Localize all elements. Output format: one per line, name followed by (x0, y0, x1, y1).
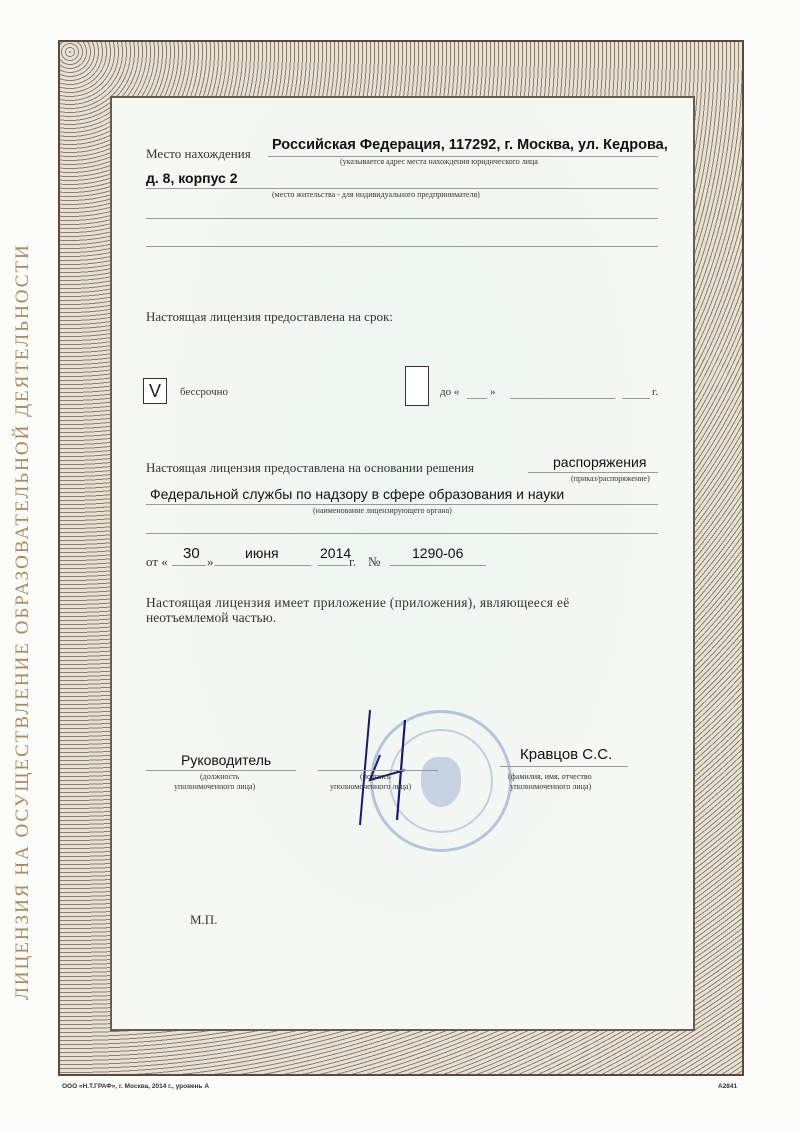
until-day-line (467, 398, 487, 399)
date-quote-close: » (207, 554, 214, 569)
date-day: 30 (183, 545, 200, 562)
location-caption-1: (указывается адрес места нахождения юридического лица (340, 157, 538, 166)
blank-line-2 (146, 246, 658, 247)
until-prefix: до « (440, 386, 460, 398)
position-caption-2: уполномоченного лица) (174, 782, 256, 791)
name-underline (500, 766, 628, 767)
authority-name: Федеральной службы по надзору в сфере образования и науки (150, 486, 565, 502)
appendix-line-1: Настоящая лицензия имеет приложение (приложения), являющееся её (146, 595, 570, 610)
location-underline-2 (146, 188, 658, 189)
name-caption-1: (фамилия, имя, отчество (508, 772, 592, 781)
date-prefix: от « (146, 554, 168, 569)
date-year-line (318, 565, 348, 566)
position-underline (146, 770, 296, 771)
location-caption-2: (место жительства - для индивидуального предпринимателя) (272, 190, 480, 199)
name-caption-2: уполномоченного лица) (510, 782, 592, 791)
date-year-suffix: г. (349, 554, 357, 569)
perpetual-checkbox: V (143, 378, 167, 404)
decision-type: распоряжения (553, 454, 647, 470)
term-label: Настоящая лицензия предоставлена на срок: (146, 309, 393, 324)
location-value-line2: д. 8, корпус 2 (146, 170, 238, 186)
blank-line-3 (146, 533, 658, 534)
form-series-number: А2841 (718, 1083, 738, 1090)
seal-place-label: М.П. (190, 912, 218, 927)
until-suffix: г. (652, 386, 659, 398)
handwritten-signature-icon (345, 700, 435, 830)
license-number: 1290-06 (412, 545, 464, 561)
until-month-line (510, 398, 615, 399)
basis-label: Настоящая лицензия предоставлена на основании решения (146, 460, 475, 475)
position-caption-1: (должность (200, 772, 240, 781)
until-year-line (622, 398, 650, 399)
perpetual-label: бессрочно (180, 386, 229, 398)
date-month: июня (245, 545, 279, 561)
side-title: ЛИЦЕНЗИЯ НА ОСУЩЕСТВЛЕНИЕ ОБРАЗОВАТЕЛЬНОЙ ДЕЯТЕЛЬНОСТИ (12, 243, 33, 1000)
signatory-position: Руководитель (181, 752, 272, 768)
license-number-label: № (368, 554, 381, 569)
until-date-checkbox (405, 366, 429, 406)
date-month-line (215, 565, 311, 566)
authority-caption: (наименование лицензирующего органа) (313, 506, 452, 515)
document-body (110, 96, 695, 1031)
blank-line-1 (146, 218, 658, 219)
location-value-line1: Российская Федерация, 117292, г. Москва, ул. Кедрова, (272, 137, 668, 153)
appendix-line-2: неотъемлемой частью. (146, 610, 277, 625)
decision-caption: (приказ/распоряжение) (571, 474, 650, 483)
signature-caption-1: (подпись (360, 772, 391, 781)
decision-underline (528, 472, 658, 473)
license-number-line (390, 565, 486, 566)
authority-underline (146, 504, 658, 505)
location-label: Место нахождения (146, 146, 251, 161)
printer-imprint: ООО «Н.Т.ГРАФ», г. Москва, 2014 г., уровень А (62, 1083, 210, 1090)
until-mid: » (490, 386, 496, 398)
date-day-line (172, 565, 206, 566)
date-year: 2014 (320, 545, 352, 561)
signatory-name: Кравцов С.С. (520, 746, 613, 763)
signature-caption-2: уполномоченного лица) (330, 782, 412, 791)
signature-underline (318, 770, 438, 771)
